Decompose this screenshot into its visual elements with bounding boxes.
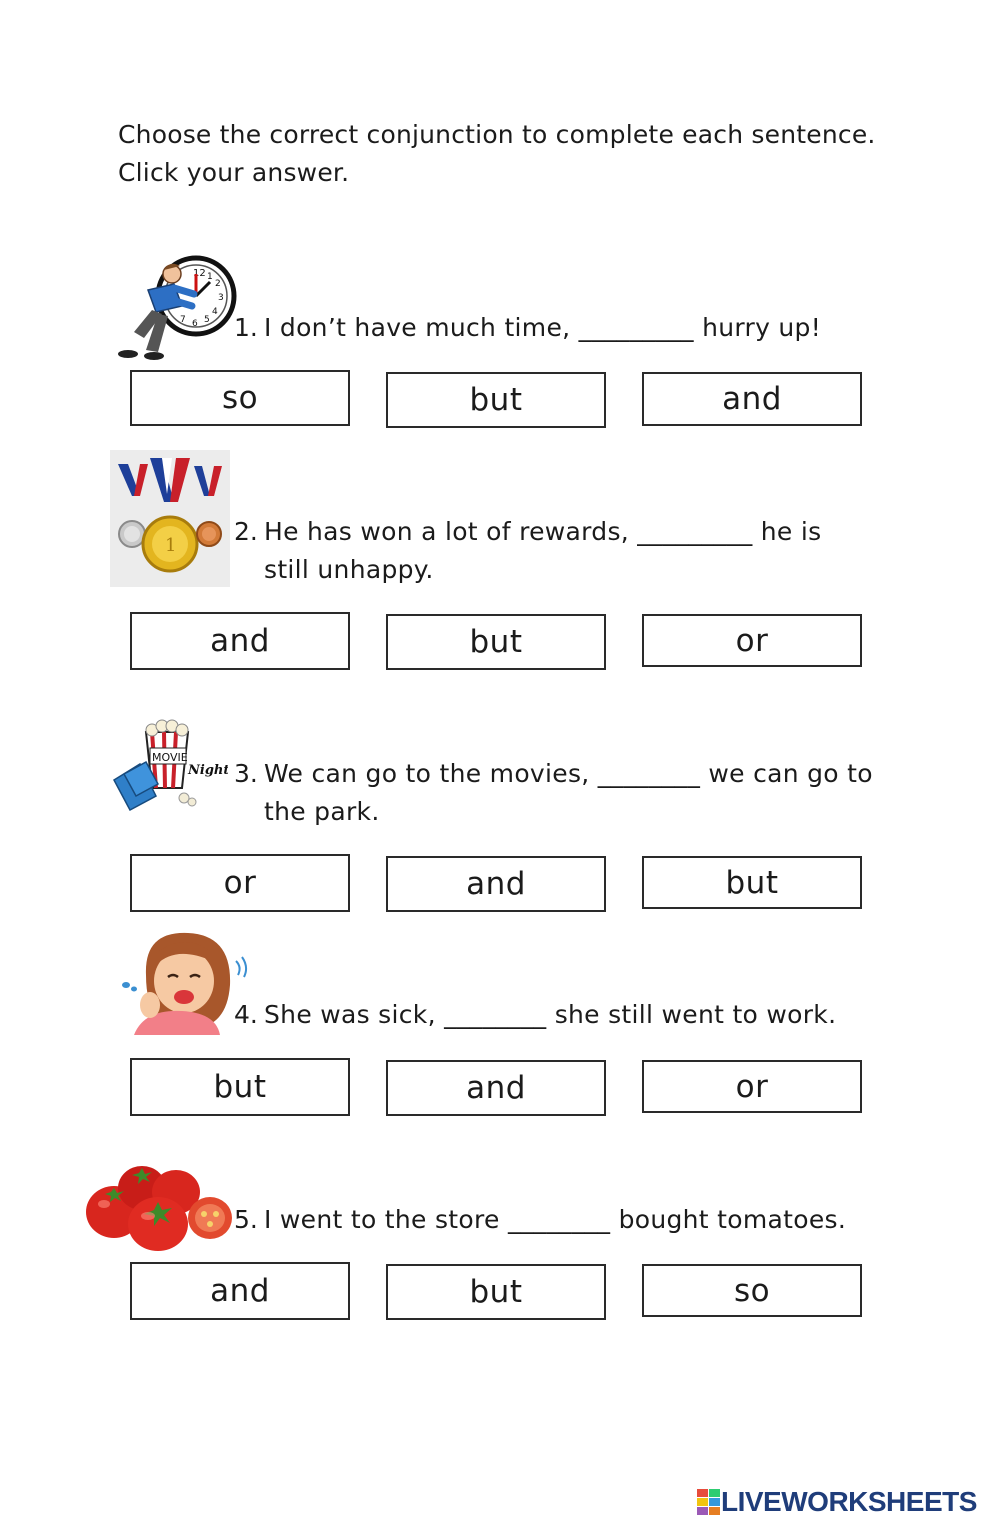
question-4-option-1[interactable]: but bbox=[130, 1058, 350, 1116]
movie-sign-word-2: Night bbox=[188, 763, 228, 778]
liveworksheets-logo bbox=[697, 1486, 977, 1518]
question-1-option-1[interactable]: so bbox=[130, 370, 350, 426]
svg-text:3: 3 bbox=[218, 293, 224, 303]
liveworksheets-brand: LIVEWORKSHEETS bbox=[721, 1486, 977, 1517]
instructions-line-2: Click your answer. bbox=[118, 158, 350, 187]
svg-text:6: 6 bbox=[192, 319, 198, 329]
question-1-text: I don’t have much time, _________ hurry up! bbox=[264, 313, 822, 342]
question-2-text-line-2: still unhappy. bbox=[264, 555, 434, 584]
clock-man-icon bbox=[112, 250, 237, 365]
svg-text:7: 7 bbox=[180, 315, 186, 325]
question-2-option-1[interactable]: and bbox=[130, 612, 350, 670]
question-1-number: 1. bbox=[234, 313, 258, 342]
question-3-number: 3. bbox=[234, 759, 258, 788]
question-4-text: She was sick, ________ she still went to work. bbox=[264, 1000, 837, 1029]
question-2-text-line-1: He has won a lot of rewards, _________ he is bbox=[264, 517, 822, 546]
tomatoes-icon bbox=[82, 1160, 237, 1256]
question-3-text-line-2: the park. bbox=[264, 797, 380, 826]
question-5-text: I went to the store ________ bought tomatoes. bbox=[264, 1205, 847, 1234]
question-3-option-2[interactable]: and bbox=[386, 856, 606, 912]
question-3-option-1[interactable]: or bbox=[130, 854, 350, 912]
movie-sign-word-1: MOVIE bbox=[152, 751, 188, 764]
question-5-option-2[interactable]: but bbox=[386, 1264, 606, 1320]
question-2-option-2[interactable]: but bbox=[386, 614, 606, 670]
instructions-line-1: Choose the correct conjunction to complete each sentence. bbox=[118, 120, 876, 149]
question-1-option-2[interactable]: but bbox=[386, 372, 606, 428]
svg-text:1: 1 bbox=[207, 272, 213, 282]
svg-text:2: 2 bbox=[215, 279, 221, 289]
question-1-option-3[interactable]: and bbox=[642, 372, 862, 426]
svg-text:5: 5 bbox=[204, 315, 210, 325]
question-3-text-line-1: We can go to the movies, ________ we can go to bbox=[264, 759, 873, 788]
question-3-option-3[interactable]: but bbox=[642, 856, 862, 909]
movie-night-icon bbox=[110, 718, 228, 812]
svg-text:4: 4 bbox=[212, 307, 218, 317]
svg-text:1: 1 bbox=[165, 535, 177, 556]
liveworksheets-mark-icon bbox=[697, 1487, 721, 1517]
question-2-option-3[interactable]: or bbox=[642, 614, 862, 667]
question-4-option-2[interactable]: and bbox=[386, 1060, 606, 1116]
medals-icon bbox=[110, 450, 230, 587]
crying-girl-icon bbox=[116, 927, 250, 1035]
question-5-option-1[interactable]: and bbox=[130, 1262, 350, 1320]
question-5-option-3[interactable]: so bbox=[642, 1264, 862, 1317]
svg-text:12: 12 bbox=[193, 268, 206, 279]
question-4-option-3[interactable]: or bbox=[642, 1060, 862, 1113]
question-5-number: 5. bbox=[234, 1205, 258, 1234]
question-4-number: 4. bbox=[234, 1000, 258, 1029]
question-2-number: 2. bbox=[234, 517, 258, 546]
